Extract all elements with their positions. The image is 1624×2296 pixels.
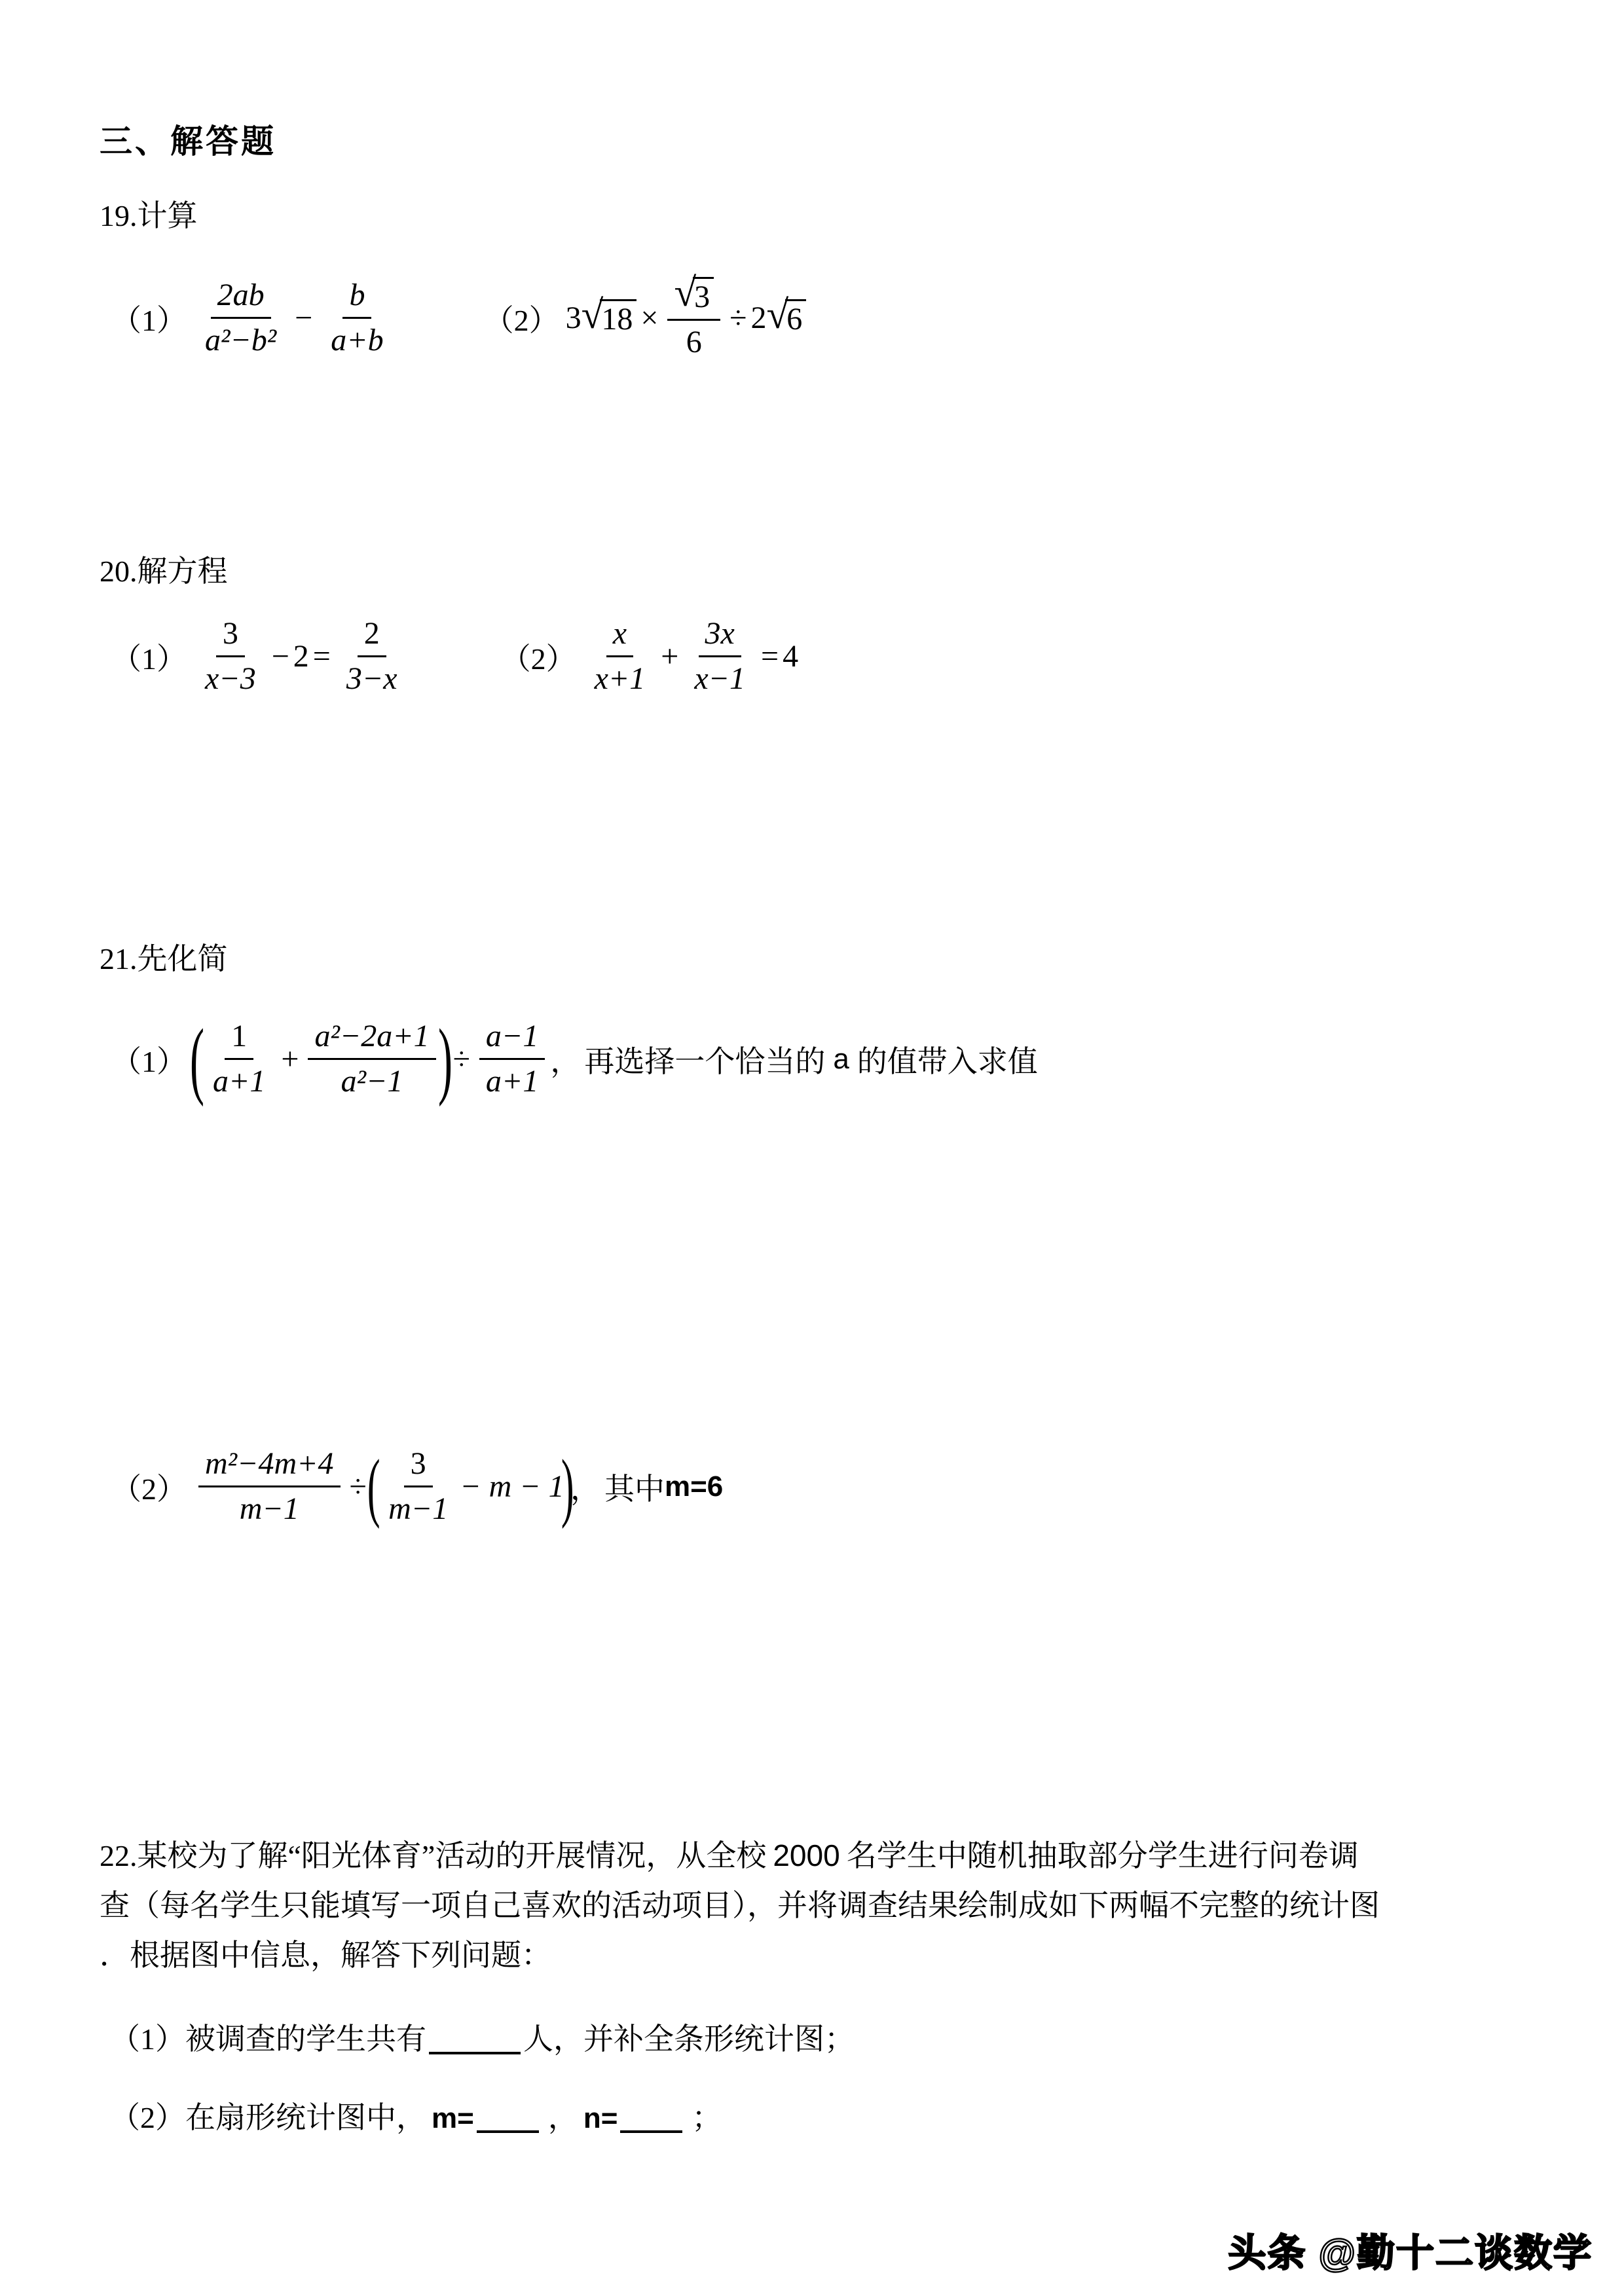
minus-operator: − [295, 301, 313, 335]
p21-q2-frac2 [382, 1448, 454, 1526]
n-equals-label: n= [583, 2102, 618, 2134]
p22-line3: ．根据图中信息，解答下列问题： [100, 1939, 551, 1972]
p22-subquestion-1 [110, 2015, 855, 2058]
p21-q1-frac2 [308, 1020, 435, 1099]
watermark-text: 头条 @勤十二谈数学 [1228, 2232, 1593, 2274]
frac-numerator: a−1 [479, 1020, 545, 1060]
frac-denominator: 3−x [346, 661, 397, 696]
plus-operator: + [661, 639, 679, 674]
right-paren: ) [437, 1010, 452, 1107]
frac-numerator: 3 [404, 1448, 433, 1487]
frac-denominator: m−1 [239, 1491, 299, 1526]
p20-q1-frac1 [198, 617, 263, 696]
right-paren: ) [561, 1443, 574, 1529]
p21-q1-frac1 [206, 1020, 272, 1099]
p21-q1-instruction-post: 的值带入求值 [857, 1044, 1038, 1078]
blank-line [620, 2124, 682, 2133]
frac-denominator: a²−1 [341, 1064, 403, 1099]
p19-q1-frac1 [198, 279, 283, 357]
p22-q1-post: 人，并补全条形统计图； [523, 2022, 855, 2056]
frac-numerator: m²−4m+4 [198, 1448, 341, 1487]
section-heading: 三、解答题 [100, 123, 276, 160]
p21-q1-instruction-pre: 再选择一个恰当的 [584, 1044, 826, 1078]
radical-sign: √ [766, 293, 789, 338]
p22-q2-label: （2） [110, 2101, 185, 2134]
minus-operator: − [271, 639, 289, 674]
p19-q2-label: （2） [483, 303, 559, 337]
sqrt-6 [766, 293, 807, 338]
p22-q1-pre: 被调查的学生共有 [185, 2022, 426, 2056]
blank-line [477, 2124, 539, 2133]
p22-q1-label: （1） [110, 2022, 185, 2056]
frac-numerator: x [606, 617, 633, 657]
comma: ， [570, 1472, 600, 1506]
frac-numerator: 2ab [211, 279, 271, 319]
frac-denominator: a+1 [485, 1064, 539, 1099]
sqrt-18 [581, 293, 637, 338]
radical-sign: √ [674, 270, 697, 315]
frac-denominator: a²−b² [205, 323, 277, 357]
p20-q1-frac2 [340, 617, 404, 696]
p21-title: 21.先化简 [100, 942, 228, 975]
p22-student-count: 2000 [773, 1838, 840, 1872]
p22-line1-post: 名学生中随机抽取部分学生进行问卷调 [846, 1839, 1359, 1872]
frac-denominator: a+1 [212, 1064, 266, 1099]
left-paren: ( [367, 1443, 380, 1529]
constant: 2 [293, 639, 309, 674]
frac-numerator: 2 [358, 617, 386, 657]
p19-q1-frac2 [324, 279, 390, 357]
frac-denominator: x−1 [694, 661, 746, 696]
p20-q2-frac1 [588, 617, 652, 696]
p21-q2-frac1 [198, 1448, 341, 1526]
p22-subquestion-2 [110, 2094, 722, 2137]
p21-q2-condition-eq: m=6 [664, 1470, 724, 1503]
radicand: 18 [600, 299, 637, 336]
p22-paragraph [100, 1831, 1380, 1980]
p19-q2-frac [667, 270, 720, 359]
frac-numerator [667, 270, 720, 321]
m-equals-label: m= [432, 2102, 474, 2134]
p21-q2-label: （2） [111, 1472, 187, 1506]
equals-sign: = [761, 639, 779, 674]
comma: ， [547, 2101, 578, 2134]
p19-q1-label: （1） [111, 303, 187, 337]
frac-numerator: 3x [699, 617, 741, 657]
coefficient: 2 [750, 301, 767, 335]
p22-line1 [100, 1831, 1380, 1881]
divide-operator: ÷ [349, 1469, 367, 1504]
frac-numerator: 1 [225, 1020, 253, 1060]
divide-operator: ÷ [452, 1042, 470, 1076]
p20-q2-label: （2） [500, 642, 576, 676]
divide-operator: ÷ [729, 301, 747, 335]
frac-denominator: x−3 [205, 661, 256, 696]
sqrt-3 [674, 270, 714, 315]
plus-operator: + [281, 1042, 299, 1076]
blank-line [429, 2045, 521, 2054]
frac-denominator: 6 [686, 325, 702, 359]
comma: ， [550, 1044, 581, 1078]
p21-q1-label: （1） [111, 1044, 187, 1078]
radical-sign: √ [581, 293, 604, 338]
equals-sign: = [312, 639, 331, 674]
coefficient: 3 [565, 301, 581, 335]
radicand: 6 [785, 299, 806, 336]
frac-denominator: a+b [331, 323, 384, 357]
p22-q2-pre: 在扇形统计图中， [185, 2101, 426, 2134]
frac-numerator: a²−2a+1 [308, 1020, 435, 1060]
radicand: 3 [693, 277, 714, 314]
semicolon: ； [692, 2101, 722, 2134]
variable-a: a [833, 1042, 849, 1075]
p21-q1-row [111, 982, 1038, 1136]
times-operator: × [640, 301, 659, 335]
frac-numerator: b [342, 279, 371, 319]
p19-formula-row [111, 261, 806, 375]
frac-denominator: x+1 [594, 661, 646, 696]
p20-q2-frac2 [688, 617, 752, 696]
p22-line2: 查（每名学生只能填写一项自己喜欢的活动项目），并将调查结果绘制成如下两幅不完整的统计图 [100, 1889, 1380, 1922]
p20-title: 20.解方程 [100, 555, 228, 588]
p22-line1-pre: 22.某校为了解“阳光体育”活动的开展情况，从全校 [100, 1839, 767, 1872]
p21-q2-condition-pre: 其中 [604, 1472, 665, 1506]
rhs-value: 4 [783, 639, 799, 674]
p21-q2-row [111, 1413, 723, 1560]
p20-q1-label: （1） [111, 642, 187, 676]
frac-numerator: 3 [216, 617, 245, 657]
left-paren: ( [189, 1010, 204, 1107]
p21-q1-frac3 [479, 1020, 545, 1099]
trailing-terms: − m − 1 [460, 1469, 564, 1504]
frac-denominator: m−1 [388, 1491, 449, 1526]
p19-title: 19.计算 [100, 199, 198, 232]
p20-formula-row [111, 599, 798, 714]
